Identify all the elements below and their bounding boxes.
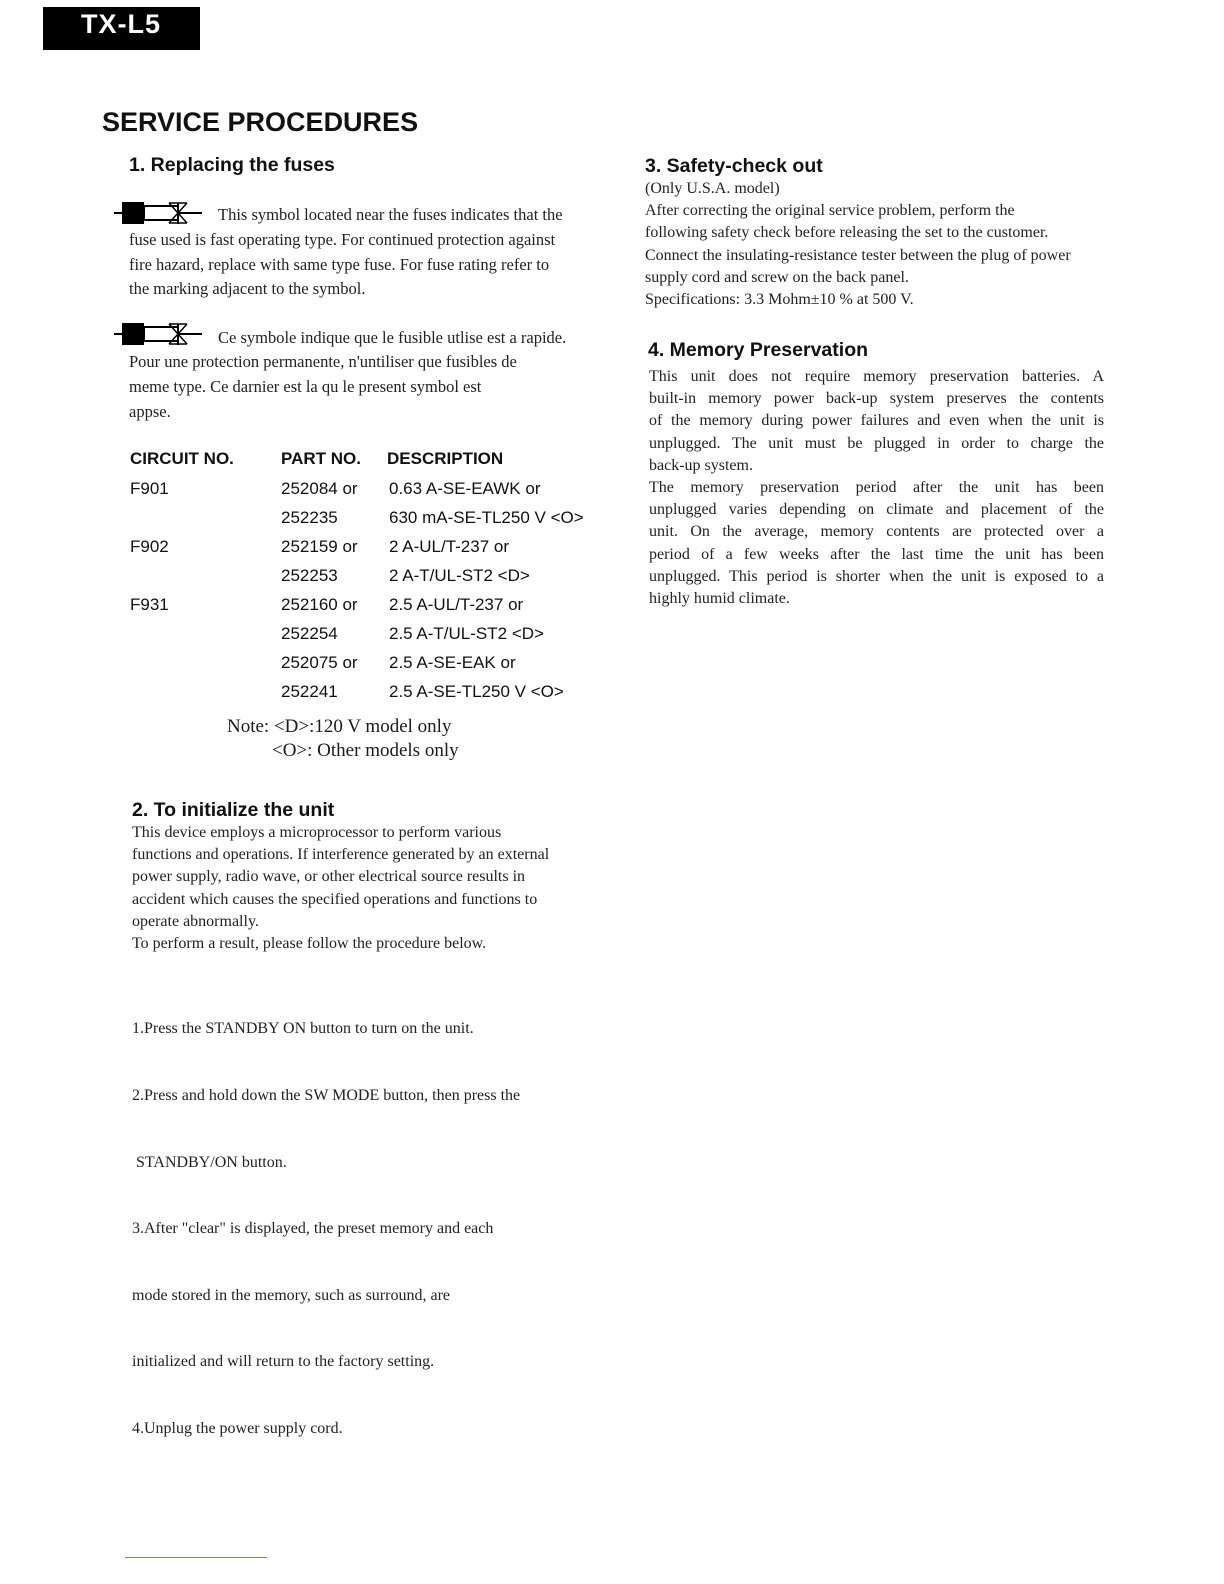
step-line: 3.After "clear" is displayed, the preset memory and each xyxy=(132,1220,494,1238)
circuit-no xyxy=(130,508,281,537)
intro-line: power supply, radio wave, or other electrical source results in xyxy=(132,868,526,886)
table-header-row xyxy=(130,449,627,479)
table-row xyxy=(130,653,627,682)
step-line: 2.Press and hold down the SW MODE button, then press the xyxy=(132,1087,521,1105)
fuse-english-line3: fire hazard, replace with same type fuse. For fuse rating refer to xyxy=(129,255,550,274)
circuit-no xyxy=(130,682,281,711)
description: 2.5 A-T/UL-ST2 <D> xyxy=(389,624,544,643)
part-no: 252075 or xyxy=(281,653,358,672)
body-line: supply cord and screw on the back panel. xyxy=(645,268,909,286)
part-no: 252084 or xyxy=(281,479,358,498)
section2-intro xyxy=(132,822,602,955)
column-header: CIRCUIT NO. xyxy=(130,449,234,468)
body-line: Connect the insulating-resistance tester between the plug of power xyxy=(645,246,1071,264)
description: 2.5 A-UL/T-237 or xyxy=(389,595,524,614)
step-line: 1.Press the STANDBY ON button to turn on the unit. xyxy=(132,1020,474,1038)
part-no: 252254 xyxy=(281,624,338,643)
intro-line: operate abnormally. xyxy=(132,912,259,930)
circuit-no xyxy=(130,624,281,653)
body-line: unplugged. The unit must be plugged in order to charge the xyxy=(649,434,1104,452)
body-line: Specifications: 3.3 Mohm±10 % at 500 V. xyxy=(645,291,914,309)
model-tag xyxy=(43,7,200,50)
table-row xyxy=(130,479,627,508)
body-line: unplugged. This period is shorter when the unit is exposed to a xyxy=(649,567,1104,585)
body-line: following safety check before releasing the set to the customer. xyxy=(645,224,1049,242)
step-line: STANDBY/ON button. xyxy=(132,1153,287,1171)
fuse-english-line4: the marking adjacent to the symbol. xyxy=(129,279,366,298)
section3-title: 3. Safety-check out xyxy=(645,155,823,177)
circuit-no: F931 xyxy=(130,595,169,614)
fuse-french-line1: Ce symbole indique que le fusible utlise est a rapide. xyxy=(218,328,567,347)
body-line: unit. On the average, memory contents are protected over a xyxy=(649,523,1104,541)
step-line: 4.Unplug the power supply cord. xyxy=(132,1420,343,1438)
fuse-french-line3: meme type. Ce darnier est la qu le present symbol est xyxy=(129,377,482,396)
description: 2 A-UL/T-237 or xyxy=(389,537,510,556)
description: 2.5 A-SE-TL250 V <O> xyxy=(389,682,564,701)
section4-title: 4. Memory Preservation xyxy=(648,339,869,361)
circuit-no: F902 xyxy=(130,537,169,556)
circuit-no: F901 xyxy=(130,479,169,498)
column-header: DESCRIPTION xyxy=(387,449,504,468)
circuit-no xyxy=(130,566,281,595)
section4-body xyxy=(649,366,1104,610)
description: 2.5 A-SE-EAK or xyxy=(389,653,516,672)
fuse-french-line2: Pour une protection permanente, n'untiliser que fusibles de xyxy=(129,352,517,371)
body-line: This unit does not require memory preservation batteries. A xyxy=(649,368,1104,385)
description: 630 mA-SE-TL250 V <O> xyxy=(389,508,584,527)
circuit-no xyxy=(130,653,281,682)
body-line: back-up system. xyxy=(649,456,753,474)
model-label: TX-L5 xyxy=(81,9,162,39)
fast-fuse-symbol-icon xyxy=(114,200,204,226)
fuse-table xyxy=(130,449,627,711)
part-no: 252235 xyxy=(281,508,338,527)
page-title: SERVICE PROCEDURES xyxy=(102,107,419,137)
body-line: highly humid climate. xyxy=(649,590,790,608)
intro-line: This device employs a microprocessor to perform various xyxy=(132,824,502,841)
fuse-french-line4: appse. xyxy=(129,402,171,421)
fuse-english-line2: fuse used is fast operating type. For continued protection against xyxy=(129,230,556,249)
body-line: of the memory during power failures and even when the unit is xyxy=(649,412,1104,430)
section2-title: 2. To initialize the unit xyxy=(132,799,335,821)
footer-rule xyxy=(125,1557,267,1558)
step-line: mode stored in the memory, such as surround, are xyxy=(132,1286,450,1304)
intro-line: accident which causes the specified operations and functions to xyxy=(132,890,538,908)
fast-fuse-symbol-icon xyxy=(114,321,204,347)
intro-line: functions and operations. If interference generated by an external xyxy=(132,846,550,864)
section1-title: 1. Replacing the fuses xyxy=(129,154,335,176)
body-line: unplugged varies depending on climate and placement of the xyxy=(649,501,1104,519)
section2-steps xyxy=(132,974,602,1462)
description: 0.63 A-SE-EAWK or xyxy=(389,479,541,498)
step-line: initialized and will return to the factory setting. xyxy=(132,1353,435,1371)
part-no: 252241 xyxy=(281,682,338,701)
table-row xyxy=(130,595,627,624)
intro-line: To perform a result, please follow the procedure below. xyxy=(132,935,487,953)
description: 2 A-T/UL-ST2 <D> xyxy=(389,566,530,585)
body-line: built-in memory power back-up system preserves the contents xyxy=(649,390,1104,408)
table-row xyxy=(130,508,627,537)
fuse-english-line1: This symbol located near the fuses indicates that the xyxy=(218,205,563,224)
table-row xyxy=(130,682,627,711)
table-row xyxy=(130,537,627,566)
note-line1: Note: <D>:120 V model only xyxy=(227,716,452,737)
part-no: 252160 or xyxy=(281,595,358,614)
part-no: 252159 or xyxy=(281,537,358,556)
body-line: The memory preservation period after the unit has been xyxy=(649,479,1104,497)
body-line: period of a few weeks after the last time the unit has been xyxy=(649,545,1104,563)
note-line2: <O>: Other models only xyxy=(272,740,459,761)
body-line: After correcting the original service problem, perform the xyxy=(645,202,1015,220)
table-row xyxy=(130,624,627,653)
table-row xyxy=(130,566,627,595)
part-no: 252253 xyxy=(281,566,338,585)
column-header: PART NO. xyxy=(281,449,361,468)
section3-body xyxy=(645,178,1125,311)
body-line: (Only U.S.A. model) xyxy=(645,180,780,197)
